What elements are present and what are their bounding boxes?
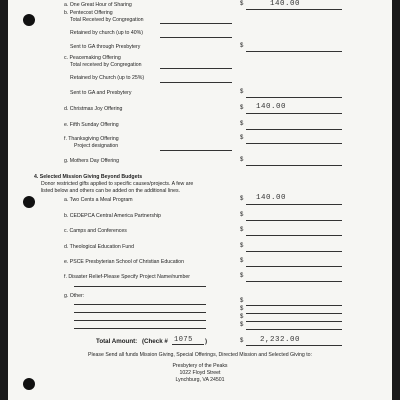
footer-note: Please Send all funds Mission Giving, Special Offerings, Directed Mission and Selected Giving to: <box>88 352 312 358</box>
check-label: (Check # <box>142 338 168 345</box>
amount-line <box>246 266 342 267</box>
entry-line <box>160 150 232 151</box>
item-christmas-joy: d. Christmas Joy Offering <box>64 106 123 112</box>
check-line <box>172 344 204 345</box>
item-peacemaking-total: Total received by Congregation <box>70 62 142 68</box>
entry-line <box>74 286 206 287</box>
amount-line <box>246 51 342 52</box>
total-label: Total Amount: <box>96 338 138 345</box>
dollar-sign: $ <box>240 135 244 141</box>
item-pentecost-total: Total Received by Congregation <box>70 17 144 23</box>
dollar-sign: $ <box>240 258 244 264</box>
check-close: ) <box>205 338 208 345</box>
item-two-cents: a. Two Cents a Meal Program <box>64 197 133 203</box>
total-amount: 2,232.00 <box>260 336 301 344</box>
punch-hole <box>23 378 35 390</box>
amount-line <box>246 129 342 130</box>
entry-line <box>74 304 206 305</box>
dollar-sign: $ <box>240 157 244 163</box>
item-psce: e. PSCE Presbyterian School of Christian Education <box>64 259 184 265</box>
item-camps: c. Camps and Conferences <box>64 228 127 234</box>
amount-line <box>246 9 342 10</box>
entry-line <box>74 328 206 329</box>
item-cedepca: b. CEDEPCA Central America Partnership <box>64 213 161 219</box>
punch-hole <box>23 14 35 26</box>
item-fifth-sunday: e. Fifth Sunday Offering <box>64 122 119 128</box>
item-peacemaking: c. Peacemaking Offering <box>64 55 121 61</box>
address-line: Lynchburg, VA 24501 <box>175 377 225 383</box>
item-thanksgiving-project: Project designation <box>74 143 119 149</box>
entry-line <box>74 320 206 321</box>
item-pentecost-sent: Sent to GA through Presbytery <box>70 44 141 50</box>
entry-line <box>160 68 232 69</box>
dollar-sign: $ <box>240 227 244 233</box>
check-number: 1075 <box>174 336 193 344</box>
dollar-sign: $ <box>240 338 244 344</box>
dollar-sign: $ <box>240 306 244 312</box>
dollar-sign: $ <box>240 105 244 111</box>
dollar-sign: $ <box>240 1 244 7</box>
entry-line <box>74 312 206 313</box>
dollar-sign: $ <box>240 298 244 304</box>
item-peacemaking-retained: Retained by Church (up to 25%) <box>70 75 145 81</box>
section-description: listed below and others can be added on the additional lines. <box>41 188 181 194</box>
dollar-sign: $ <box>240 121 244 127</box>
amount-christmas-joy: 140.00 <box>256 103 287 111</box>
amount-line <box>246 329 342 330</box>
entry-line <box>160 37 232 38</box>
amount-two-cents: 140.00 <box>256 194 287 202</box>
dollar-sign: $ <box>240 212 244 218</box>
amount-line <box>246 220 342 221</box>
dollar-sign: $ <box>240 314 244 320</box>
entry-line <box>160 23 232 24</box>
amount-line <box>246 204 342 205</box>
punch-hole <box>23 196 35 208</box>
dollar-sign: $ <box>240 43 244 49</box>
dollar-sign: $ <box>240 322 244 328</box>
amount-line <box>246 313 342 314</box>
address-line: 1022 Floyd Street <box>179 370 221 376</box>
item-theological: d. Theological Education Fund <box>64 244 134 250</box>
amount-line <box>246 321 342 322</box>
amount-line <box>246 281 342 282</box>
amount-line <box>246 235 342 236</box>
offering-form-page <box>8 0 392 400</box>
item-mothers-day: g. Mothers Day Offering <box>64 158 119 164</box>
amount-line <box>246 113 342 114</box>
amount-line <box>246 251 342 252</box>
item-pentecost-retained: Retained by church (up to 40%) <box>70 30 143 36</box>
item-one-great-hour: a. One Great Hour of Sharing <box>64 2 132 8</box>
dollar-sign: $ <box>240 243 244 249</box>
item-pentecost: b. Pentecost Offering <box>64 10 113 16</box>
dollar-sign: $ <box>240 89 244 95</box>
dollar-sign: $ <box>240 196 244 202</box>
address-line: Presbytery of the Peaks <box>172 363 228 369</box>
amount-one-great-hour: 140.00 <box>270 0 301 8</box>
item-thanksgiving: f. Thanksgiving Offering <box>64 136 119 142</box>
entry-line <box>160 82 232 83</box>
amount-line <box>246 165 342 166</box>
item-other: g. Other: <box>64 293 85 299</box>
section-description: Donor restricted gifts applied to specific causes/projects. A few are <box>41 181 194 187</box>
amount-line <box>246 305 342 306</box>
item-disaster-relief: f. Disaster Relief-Please Specify Project Name/number <box>64 274 190 280</box>
section-heading: 4. Selected Mission Giving Beyond Budgets <box>34 174 143 180</box>
amount-line <box>246 97 342 98</box>
amount-line <box>246 345 342 346</box>
dollar-sign: $ <box>240 273 244 279</box>
amount-line <box>246 143 342 144</box>
item-peacemaking-sent: Sent to GA and Presbytery <box>70 90 132 96</box>
